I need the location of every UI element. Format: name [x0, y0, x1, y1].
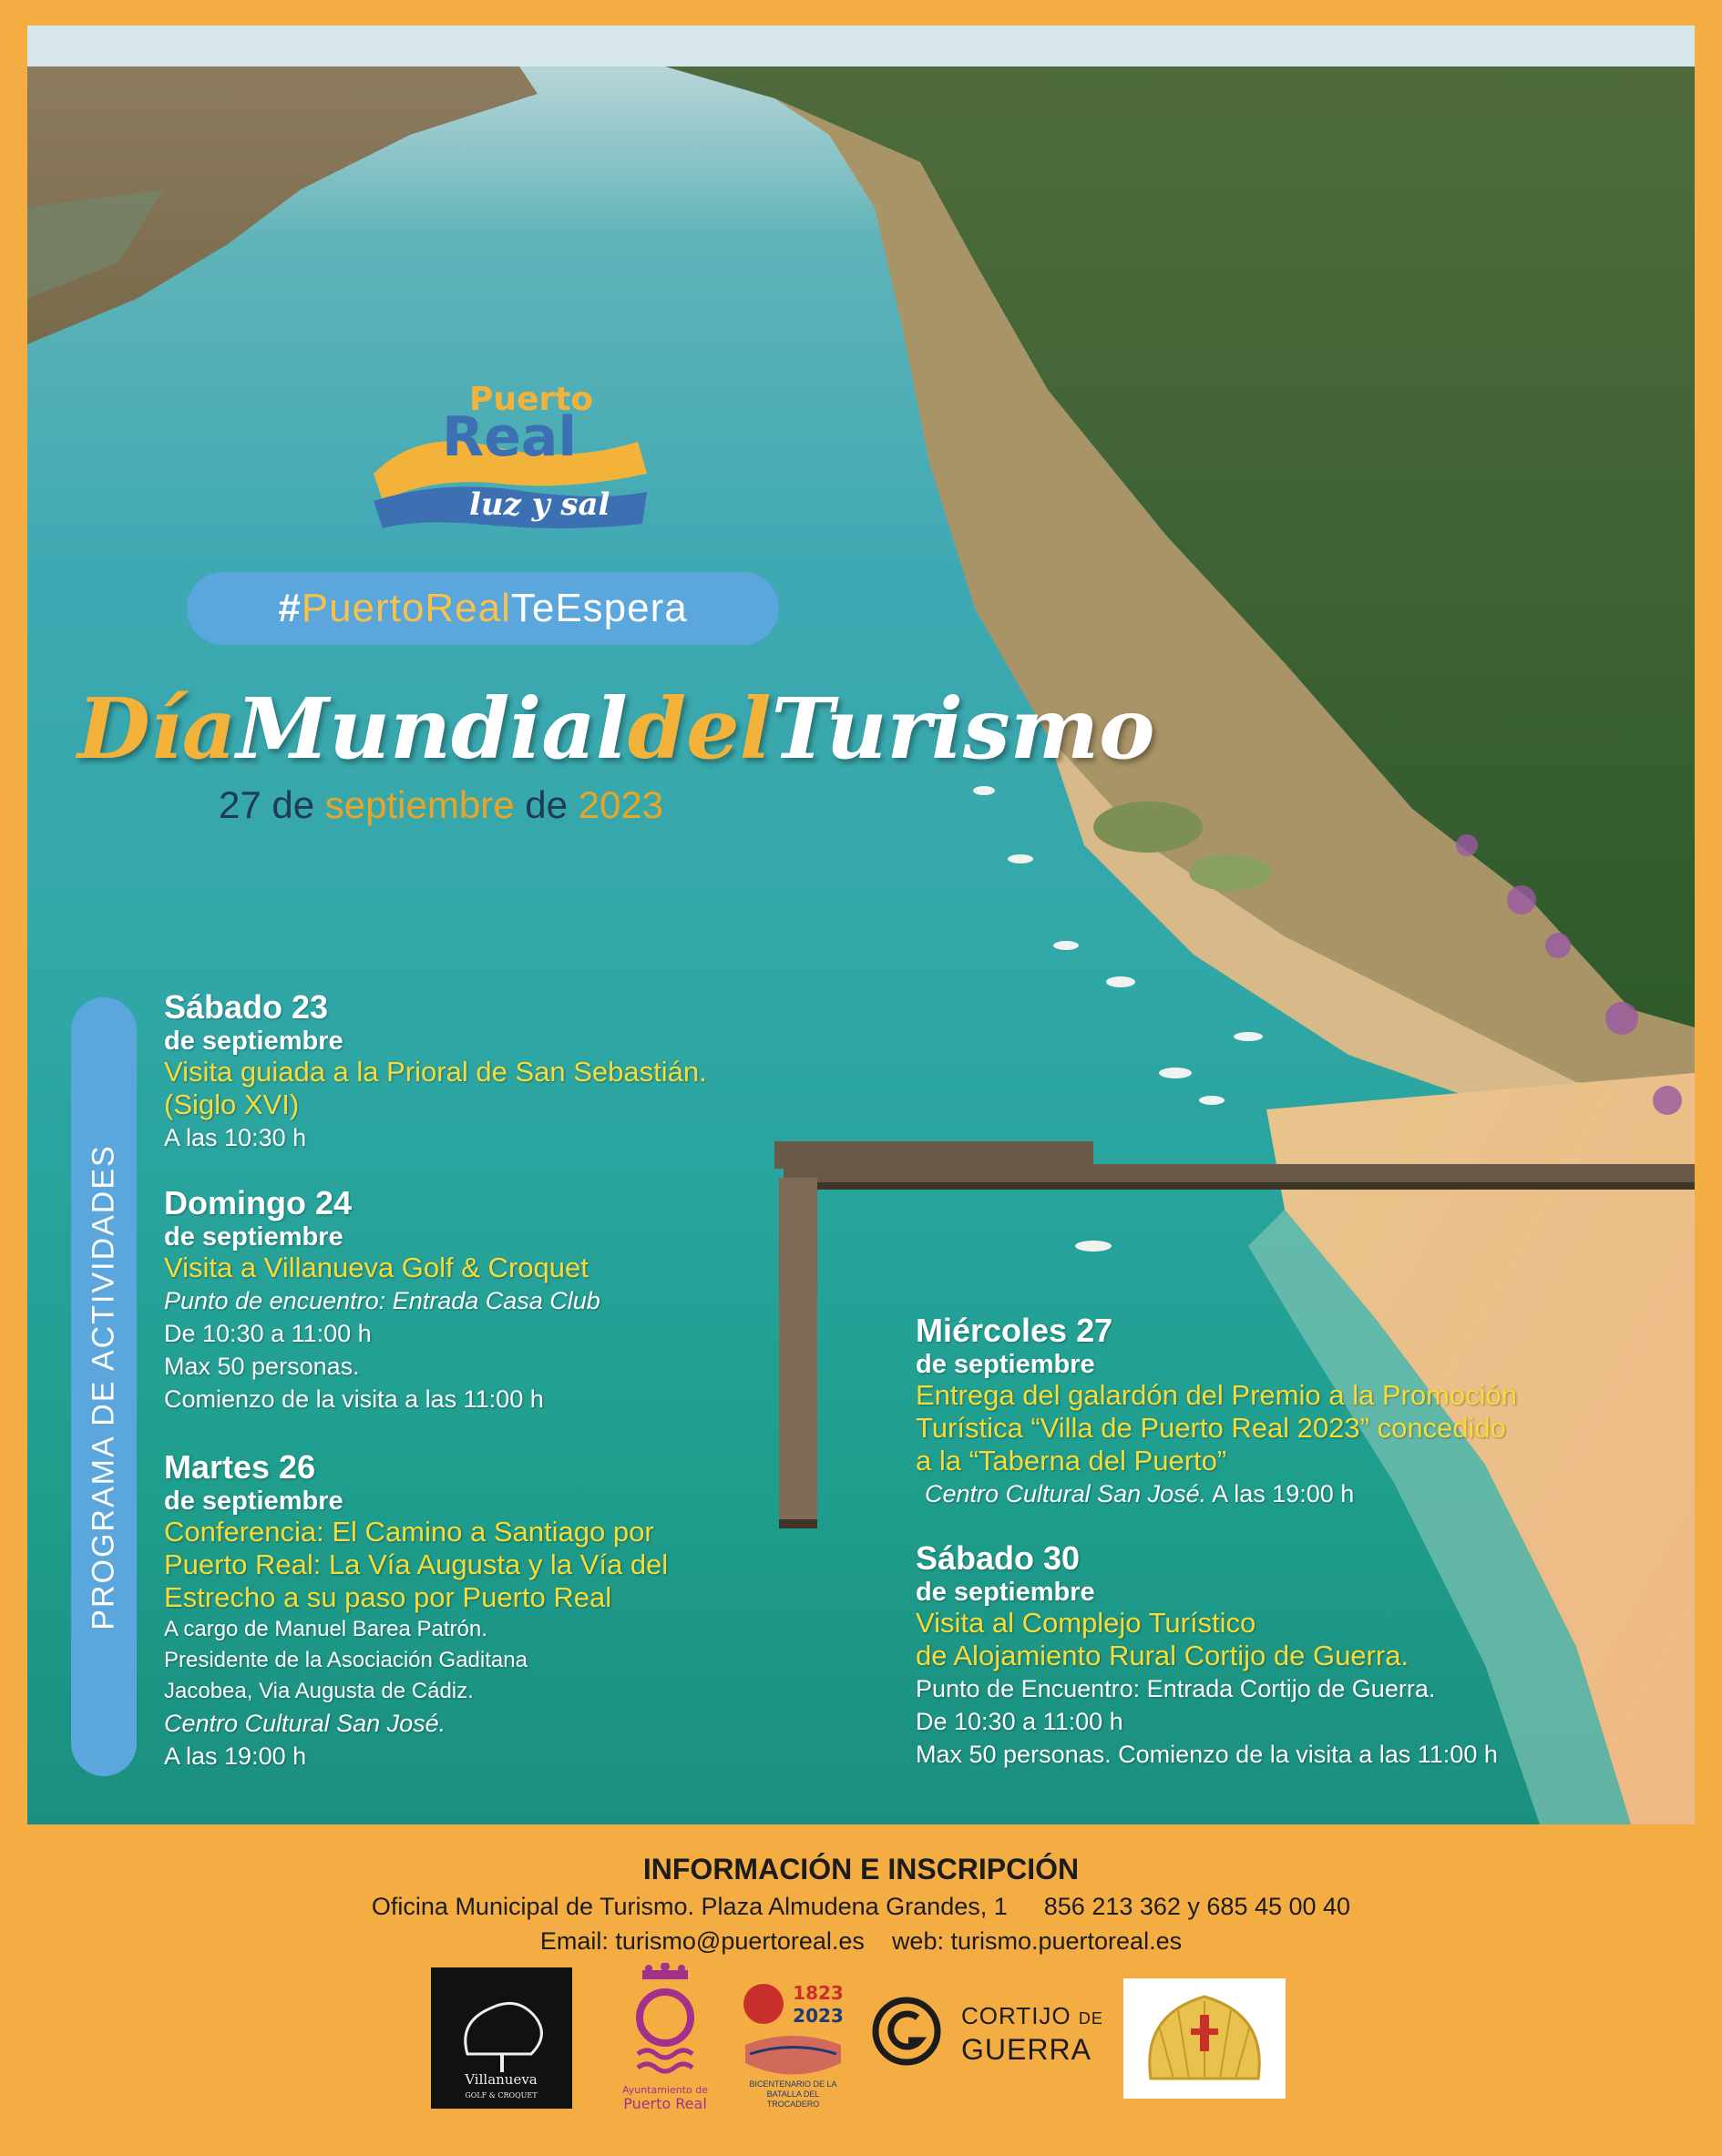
event-title: Entrega del galardón del Premio a la Promoción [916, 1379, 1517, 1411]
event-title-2: de Alojamiento Rural Cortijo de Guerra. [916, 1640, 1409, 1671]
logo-real-text: Real [442, 405, 577, 469]
event-month: de septiembre [164, 1027, 343, 1056]
title-del: del [627, 679, 772, 778]
hashtag-part2: TeEspera [510, 586, 688, 630]
hashtag-symbol: # [278, 586, 302, 630]
event-tue26 [164, 1448, 856, 1773]
event-time: De 10:30 a 11:00 h [164, 1320, 372, 1347]
event-month: de septiembre [164, 1222, 343, 1252]
event-day: Sábado 23 [164, 988, 329, 1026]
contact-info [0, 1849, 1722, 1958]
bicentenario-logo [736, 1972, 850, 2136]
bicentenario-text: BICENTENARIO DE LA BATALLA DEL TROCADERO [749, 2079, 837, 2109]
date-part3: de [525, 783, 568, 826]
web-link[interactable]: web: turismo.puertoreal.es [891, 1927, 1183, 1955]
hashtag-banner [187, 572, 779, 645]
event-start: Comienzo de la visita a las 11:00 h [164, 1385, 544, 1413]
event-speaker-3: Jacobea, Via Augusta de Cádiz. [164, 1679, 474, 1703]
cortijo-line2: GUERRA [961, 2033, 1092, 2066]
event-speaker: A cargo de Manuel Barea Patrón. [164, 1617, 487, 1641]
event-meeting-point: Punto de Encuentro: Entrada Cortijo de Guerra. [916, 1675, 1436, 1702]
event-title: Visita al Complejo Turístico [916, 1607, 1256, 1639]
event-venue: Centro Cultural San José. [925, 1480, 1207, 1507]
program-label-text: PROGRAMA DE ACTIVIDADES [86, 1144, 121, 1630]
event-title-3: a la “Taberna del Puerto” [916, 1445, 1227, 1477]
event-venue: Centro Cultural San José. [164, 1710, 446, 1737]
event-capacity: Max 50 personas. [164, 1353, 360, 1380]
villanueva-name: Villanueva [465, 2071, 538, 2088]
event-day: Miércoles 27 [916, 1312, 1113, 1349]
event-day: Domingo 24 [164, 1184, 353, 1221]
info-heading: INFORMACIÓN E INSCRIPCIÓN [642, 1853, 1080, 1885]
bicentenario-emblem-icon [736, 1972, 850, 2136]
title-turismo: Turismo [771, 679, 1155, 778]
ayuntamiento-line1: Ayuntamiento de [621, 2084, 709, 2096]
event-title: Visita guiada a la Prioral de San Sebastián. [164, 1056, 707, 1088]
info-office-line [0, 1889, 1722, 1924]
event-title-2: Turística “Villa de Puerto Real 2023” concedido [916, 1412, 1506, 1444]
event-time: A las 19:00 h [1212, 1480, 1355, 1507]
event-month: de septiembre [916, 1350, 1095, 1379]
event-time: De 10:30 a 11:00 h [916, 1708, 1123, 1735]
tree-icon [431, 1967, 572, 2109]
program-sidebar-label [71, 997, 137, 1776]
hashtag-part1: PuertoReal [301, 586, 511, 630]
title-mundial: Mundial [236, 679, 628, 778]
event-sat30 [916, 1539, 1672, 1771]
puerto-real-logo [364, 364, 665, 537]
event-title: Visita a Villanueva Golf & Croquet [164, 1252, 589, 1283]
event-sun24 [164, 1184, 856, 1415]
event-speaker-2: Presidente de la Asociación Gaditana [164, 1648, 528, 1672]
info-phones: 856 213 362 y 685 45 00 40 [1043, 1893, 1351, 1920]
info-office: Oficina Municipal de Turismo. Plaza Almudena Grandes, 1 [371, 1893, 1008, 1920]
cortijo-line1-wrap [961, 2002, 1103, 2030]
event-date [219, 783, 802, 838]
info-web-line [0, 1924, 1722, 1958]
bicentenario-year1: 1823 [793, 1982, 844, 2004]
cortijo-guerra-logo [870, 1986, 1107, 2086]
event-time: A las 10:30 h [164, 1124, 307, 1151]
ayuntamiento-line2: Puerto Real [623, 2095, 707, 2112]
event-sat23 [164, 988, 856, 1154]
email-link[interactable]: Email: turismo@puertoreal.es [539, 1927, 865, 1955]
event-day: Sábado 30 [916, 1539, 1081, 1577]
event-month: de septiembre [916, 1578, 1095, 1607]
date-year: 2023 [578, 783, 664, 826]
event-meeting-point: Punto de encuentro: Entrada Casa Club [164, 1287, 600, 1314]
date-part1: 27 de [219, 783, 315, 826]
event-title: Conferencia: El Camino a Santiago por [164, 1516, 654, 1548]
event-capacity-start: Max 50 personas. Comienzo de la visita a las 11:00 h [916, 1741, 1498, 1768]
event-time: A las 19:00 h [164, 1742, 307, 1770]
asociacion-jacobea-logo [1123, 1978, 1286, 2099]
event-wed27 [916, 1312, 1672, 1510]
villanueva-logo [431, 1967, 572, 2109]
ayuntamiento-emblem-icon [610, 1963, 720, 2118]
event-venue-time [916, 1477, 1672, 1510]
event-month: de septiembre [164, 1487, 343, 1516]
scallop-shell-icon [1123, 1978, 1286, 2099]
cortijo-emblem-icon [870, 1986, 943, 2077]
villanueva-sub: GOLF & CROQUET [465, 2091, 538, 2100]
cortijo-line1: CORTIJO [961, 2002, 1071, 2029]
ayuntamiento-logo [610, 1963, 720, 2118]
event-title-3: Estrecho a su paso por Puerto Real [164, 1581, 612, 1613]
title-dia: Día [77, 679, 237, 778]
logo-puerto-text: Puerto [469, 381, 594, 418]
cortijo-de: DE [1078, 2009, 1103, 2028]
date-month: septiembre [324, 783, 515, 826]
event-title-2: Puerto Real: La Vía Augusta y la Vía del [164, 1548, 669, 1580]
event-title-2: (Siglo XVI) [164, 1088, 300, 1120]
logo-luz-sal-text: luz y sal [469, 486, 610, 523]
event-day: Martes 26 [164, 1448, 316, 1486]
page-title [77, 669, 1155, 788]
bicentenario-year2: 2023 [793, 2005, 844, 2027]
